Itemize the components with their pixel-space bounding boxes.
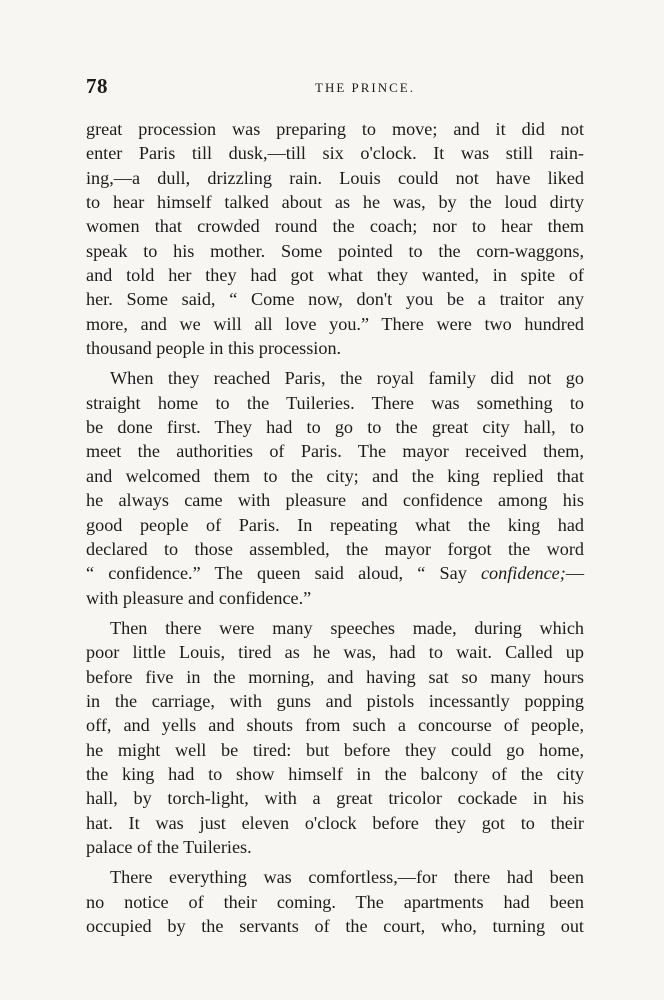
text-line-with-italic xyxy=(86,561,584,585)
text-line: meet the authorities of Paris. The mayor received them, xyxy=(86,441,584,462)
paragraph-1 xyxy=(86,117,584,360)
text-line: occupied by the servants of the court, who, turning out xyxy=(86,916,584,936)
paragraph-2 xyxy=(86,366,584,609)
text-line: more, and we will all love you.” There were two hundred xyxy=(86,313,584,334)
text-line: declared to those assembled, the mayor forgot the word xyxy=(86,538,584,559)
text-line: with pleasure and confidence.” xyxy=(86,587,312,608)
paragraph-3 xyxy=(86,616,584,859)
text-line: off, and yells and shouts from such a concourse of people, xyxy=(86,715,584,736)
page-number: 78 xyxy=(86,74,108,98)
text-line: hall, by torch-light, with a great tricolor cockade in his xyxy=(86,788,584,809)
line-segment: — xyxy=(565,563,584,584)
text-line: no notice of their coming. The apartments had been xyxy=(86,891,584,912)
text-line: straight home to the Tuileries. There was something to xyxy=(86,392,584,413)
text-line: great procession was preparing to move; and it did not xyxy=(86,119,584,139)
text-line: palace of the Tuileries. xyxy=(86,836,252,857)
running-title: THE PRINCE. xyxy=(315,80,415,95)
text-line: When they reached Paris, the royal family did not go xyxy=(110,368,584,389)
text-line: poor little Louis, tired as he was, had to wait. Called up xyxy=(86,642,584,663)
paragraph-4 xyxy=(86,865,584,938)
text-line: to hear himself talked about as he was, by the loud dirty xyxy=(86,192,584,213)
text-line: enter Paris till dusk,—till six o'clock. It was still rain- xyxy=(86,143,584,164)
text-line: be done first. They had to go to the great city hall, to xyxy=(86,417,584,438)
running-head xyxy=(86,74,584,104)
text-line: thousand people in this procession. xyxy=(86,338,342,359)
text-line: before five in the morning, and having sat so many hours xyxy=(86,666,584,687)
text-line: he always came with pleasure and confidence among his xyxy=(86,490,584,511)
italic-emphasis: confidence; xyxy=(480,563,566,584)
text-line: the king had to show himself in the balcony of the city xyxy=(86,763,584,784)
body-text xyxy=(86,117,584,938)
text-line: and welcomed them to the city; and the king replied that xyxy=(86,465,584,486)
text-line: women that crowded round the coach; nor to hear them xyxy=(86,216,584,237)
text-line: good people of Paris. In repeating what the king had xyxy=(86,514,584,535)
text-line: hat. It was just eleven o'clock before they got to their xyxy=(86,812,584,833)
text-line: and told her they had got what they wanted, in spite of xyxy=(86,265,584,286)
text-line: speak to his mother. Some pointed to the corn-waggons, xyxy=(86,240,584,261)
text-line: her. Some said, “ Come now, don't you be a traitor any xyxy=(86,289,584,310)
text-line: in the carriage, with guns and pistols incessantly popping xyxy=(86,690,584,711)
text-line: ing,—a dull, drizzling rain. Louis could not have liked xyxy=(86,167,584,188)
text-line: he might well be tired: but before they could go home, xyxy=(86,739,584,760)
text-line: Then there were many speeches made, during which xyxy=(110,617,584,638)
line-segment: “ confidence.” The queen said aloud, “ Say xyxy=(86,563,481,584)
text-line: There everything was comfortless,—for there had been xyxy=(110,867,584,888)
